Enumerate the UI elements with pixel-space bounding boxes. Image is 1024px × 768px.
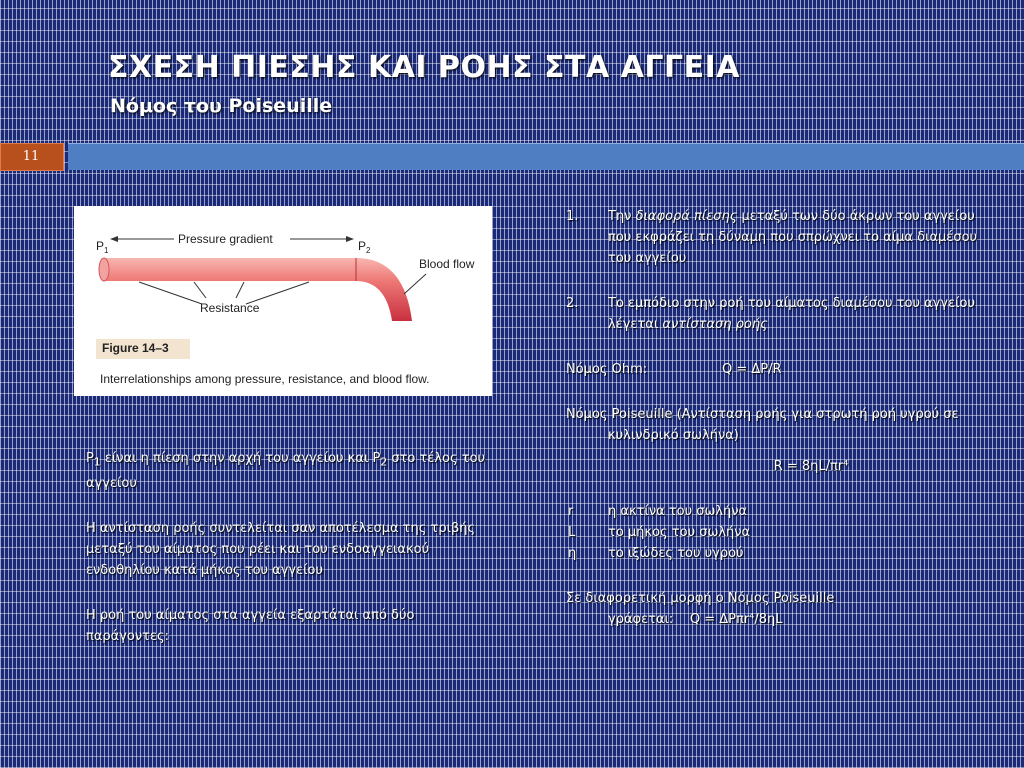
resistance-pointer-3 — [236, 282, 244, 298]
ohm-law-formula: Q = ΔP/R — [722, 362, 782, 377]
ohm-law-label: Νόμος Ohm: — [566, 362, 648, 377]
gradient-label: Pressure gradient — [178, 232, 273, 246]
pressure-definition: $P_1$ είναι η πίεση στην αρχή του αγγείου και $P_2$ στο τέλος του αγγείου — [86, 451, 486, 491]
figure-diagram — [74, 206, 492, 396]
resistance-label: Resistance — [200, 301, 260, 315]
variable-row: r η ακτίνα του σωλήνα — [568, 504, 748, 519]
variable-row: η το ιξώδες του υγρού — [568, 546, 744, 561]
blood-flow-label: Blood flow — [419, 257, 475, 271]
figure-pressure-resistance-flow — [74, 206, 492, 396]
resistance-pointer-2 — [194, 282, 206, 298]
flow-formula: Q = ΔPπr⁴/8ηL — [689, 612, 783, 627]
p1-label: $P_1$ — [96, 239, 109, 255]
slide-title: ΣΧΕΣΗ ΠΙΕΣΗΣ ΚΑΙ ΡΟΗΣ ΣΤΑ ΑΓΓΕΙΑ — [108, 50, 741, 85]
variable-row: L το μήκος του σωλήνα — [568, 525, 751, 540]
flow-factors: Η ροή του αίματος στα αγγεία εξαρτάται από δύο παράγοντες: — [86, 607, 415, 644]
poiseuille-law-label: Νόμος Poiseuille (Αντίσταση ροής για στρωτή ροή υγρού σε κυλινδρικό σωλήνα) — [566, 407, 959, 443]
figure-caption: Interrelationships among pressure, resistance, and blood flow. — [100, 372, 430, 386]
figure-label-bar — [96, 339, 190, 359]
title-band — [68, 143, 1024, 170]
list-item-pressure-difference: 1. Την διαφορά πίεσης μεταξύ των δύο άκρων του αγγείου που εκφράζει τη δύναμη που σπρώχνει το αίμα διαμέσου του αγγείου — [566, 206, 996, 269]
resistance-formula: R = 8ηL/πr⁴ — [773, 459, 849, 474]
list-number: 1. — [566, 209, 579, 224]
poiseuille-alt-formula-line: γράφεται: Q = ΔPπr⁴/8ηL — [608, 612, 783, 627]
list-item-resistance: 2. Το εμπόδιο στην ροή του αίματος διαμέσου του αγγείου λέγεται αντίσταση ροής — [566, 293, 996, 335]
ohm-law — [566, 359, 996, 380]
figure-number: Figure 14–3 — [102, 341, 169, 355]
poiseuille-alt-form: Σε διαφορετική μορφή ο Νόμος Poiseuille — [566, 591, 835, 606]
resistance-definition: Η αντίσταση ροής συντελείται σαν αποτέλεσμα της τριβής μεταξύ του αίματος που ρέει και του ενδοαγγειακού ενδοθηλίου κατά μήκος του αγγείου — [86, 520, 476, 578]
gradient-arrowhead-right — [346, 236, 354, 242]
blood-flow-pointer — [404, 274, 426, 294]
slide-number: 11 — [22, 149, 40, 164]
slide-subtitle: Νόμος του Poiseuille — [110, 95, 333, 117]
p2-label: $P_2$ — [358, 239, 371, 255]
list-number: 2. — [566, 296, 579, 311]
tube-opening — [99, 258, 109, 281]
gradient-arrowhead-left — [110, 236, 118, 242]
slide-number-band — [0, 143, 64, 171]
right-text-block — [566, 206, 996, 630]
resistance-pointer-1 — [139, 282, 202, 304]
left-text-block — [86, 448, 496, 671]
